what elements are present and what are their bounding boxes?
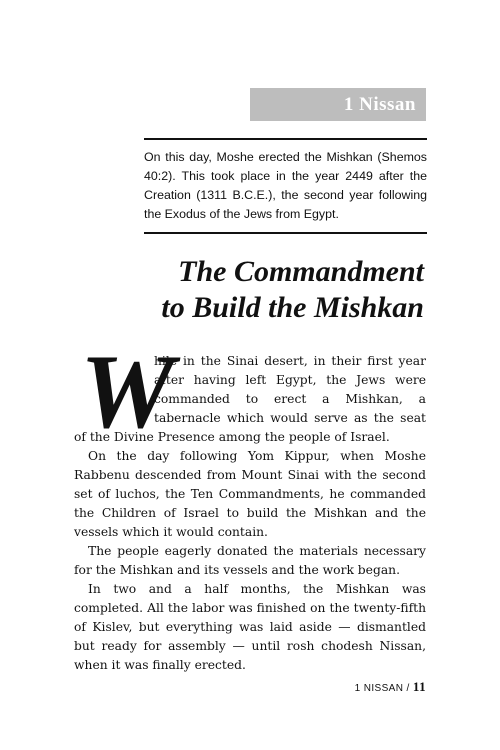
dropcap-letter: W — [80, 333, 175, 450]
paragraph-2: On the day following Yom Kippur, when Moshe Rabbenu descended from Mount Sinai with the second set of luchos, the Ten Commandments, he commanded the Children of Israel to build the Mishkan and the vessels which it would contain. — [74, 449, 426, 539]
page-number: 11 — [412, 679, 426, 694]
paragraph-4: In two and a half months, the Mishkan was completed. All the labor was finished on the twenty-fifth of Kislev, but everything was laid aside — dismantled but ready for assembly — until rosh chodesh Nissan, when it was finally erected. — [74, 582, 426, 672]
paragraph-1: hile in the Sinai desert, in their first year after having left Egypt, the Jews were commanded to erect a Mishkan, a tabernacle which would serve as the seat of the Divine Presence among the people of Israel. — [74, 354, 426, 444]
date-banner — [250, 88, 426, 121]
running-head: 1 NISSAN / — [354, 683, 413, 694]
title-line-1: The Commandment — [178, 255, 424, 288]
paragraph-3: The people eagerly donated the materials necessary for the Mishkan and its vessels and the work began. — [74, 544, 426, 577]
date-label: 1 Nissan — [343, 94, 416, 115]
dropcap-container — [74, 333, 175, 450]
page-footer — [355, 679, 426, 695]
intro-box — [144, 138, 427, 234]
title-line-2: to Build the Mishkan — [161, 291, 424, 324]
body-text — [74, 333, 426, 675]
intro-text: On this day, Moshe erected the Mishkan (Shemos 40:2). This took place in the year 2449 after the Creation (1311 B.C.E.), the second year following the Exodus of the Jews from Egypt. — [144, 150, 427, 221]
chapter-title — [60, 254, 424, 326]
